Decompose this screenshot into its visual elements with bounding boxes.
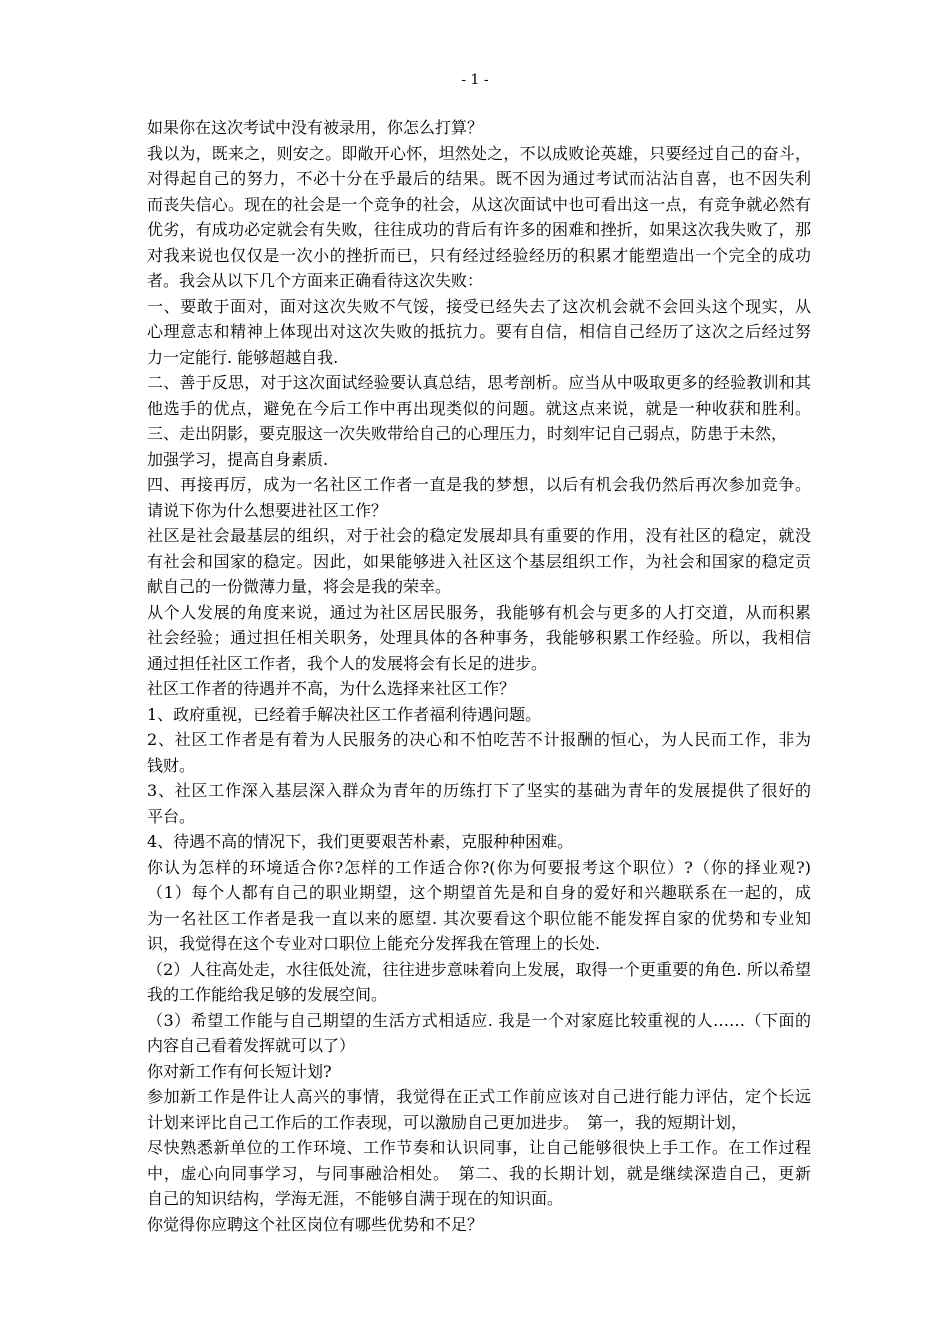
text-line: 力一定能行. 能够超越自我.	[147, 347, 339, 367]
text-line: 4、待遇不高的情况下，我们更要艰苦朴素，克服种种困难。	[147, 832, 574, 851]
text-line: 自己的知识结构，学海无涯，不能够自满于现在的知识面。	[147, 1189, 564, 1208]
document-body	[147, 115, 811, 1237]
text-line: 者。我会从以下几个方面来正确看待这次失败：	[147, 271, 484, 290]
text-line: 献自己的一份微薄力量，将会是我的荣幸。	[147, 577, 452, 596]
text-line: 中，虚心向同事学习，与同事融洽相处。 第二、我的长期计划，就是继续深造自己，更新	[147, 1163, 811, 1183]
text-line: 识，我觉得在这个专业对口职位上能充分发挥我在管理上的长处.	[147, 934, 601, 953]
text-line: 社会经验；通过担任相关职务，处理具体的各种事务，我能够积累工作经验。所以，我相信	[147, 628, 811, 647]
text-line: 二、善于反思，对于这次面试经验要认真总结，思考剖析。应当从中吸取更多的经验教训和其	[147, 373, 811, 392]
text-line: 社区工作者的待遇并不高，为什么选择来社区工作？	[147, 679, 516, 698]
text-line: 加强学习，提高自身素质.	[147, 449, 329, 469]
text-line: 四、再接再厉，成为一名社区工作者一直是我的梦想，以后有机会我仍然后再次参加竞争。	[147, 475, 811, 494]
text-line: 为一名社区工作者是我一直以来的愿望. 其次要看这个职位能不能发挥自家的优势和专业知	[147, 908, 811, 928]
text-line: 你觉得你应聘这个社区岗位有哪些优势和不足？	[147, 1214, 484, 1234]
text-line: 尽快熟悉新单位的工作环境、工作节奏和认识同事，让自己能够很快上手工作。在工作过程	[147, 1138, 811, 1157]
text-line: 我以为，既来之，则安之。即敞开心怀，坦然处之，不以成败论英雄，只要经过自己的奋斗，	[147, 143, 811, 163]
text-line: 有社会和国家的稳定。因此，如果能够进入社区这个基层组织工作，为社会和国家的稳定贡	[147, 551, 811, 571]
text-line: 社区是社会最基层的组织，对于社会的稳定发展却具有重要的作用，没有社区的稳定，就没	[147, 526, 811, 545]
text-line: 请说下你为什么想要进社区工作？	[147, 500, 388, 520]
text-line: （1）每个人都有自己的职业期望，这个期望首先是和自身的爱好和兴趣联系在一起的，成	[147, 883, 811, 902]
text-line: 他选手的优点，避免在今后工作中再出现类似的问题。就这点来说，就是一种收获和胜利。	[147, 398, 811, 418]
text-line: 内容自己看着发挥就可以了）	[147, 1036, 356, 1055]
text-line: 从个人发展的角度来说，通过为社区居民服务，我能够有机会与更多的人打交道，从而积累	[147, 602, 811, 622]
text-line: 通过担任社区工作者，我个人的发展将会有长足的进步。	[147, 653, 548, 673]
text-line: 2、社区工作者是有着为人民服务的决心和不怕吃苦不计报酬的恒心，为人民而工作，非为	[147, 730, 811, 749]
text-line: 如果你在这次考试中没有被录用，你怎么打算？	[147, 118, 484, 137]
text-line: 优劣，有成功必定就会有失败，往往成功的背后有许多的困难和挫折，如果这次我失败了，那	[147, 220, 811, 239]
text-line: 一、要敢于面对，面对这次失败不气馁，接受已经失去了这次机会就不会回头这个现实，从	[147, 296, 811, 316]
text-line: 你认为怎样的环境适合你?怎样的工作适合你?(你为何要报考这个职位）?（你的择业观?)	[147, 857, 811, 877]
text-line: 钱财。	[147, 755, 196, 775]
text-line: 1、政府重视，已经着手解决社区工作者福利待遇问题。	[147, 704, 542, 724]
page-number: - 1 -	[461, 72, 489, 88]
text-line: 计划来评比自己工作后的工作表现，可以激励自己更加进步。 第一，我的短期计划，	[147, 1112, 748, 1132]
text-line: 我的工作能给我足够的发展空间。	[147, 985, 388, 1004]
text-line: （3）希望工作能与自己期望的生活方式相适应. 我是一个对家庭比较重视的人……（下面的	[147, 1010, 811, 1030]
text-line: 参加新工作是件让人高兴的事情，我觉得在正式工作前应该对自己进行能力评估，定个长远	[147, 1087, 811, 1106]
text-line: 对我来说也仅仅是一次小的挫折而已，只有经过经验经历的积累才能塑造出一个完全的成功	[147, 245, 811, 265]
text-line: 而丧失信心。现在的社会是一个竞争的社会，从这次面试中也可看出这一点，有竞争就必然有	[147, 194, 811, 214]
text-line: 三、走出阴影，要克服这一次失败带给自己的心理压力，时刻牢记自己弱点，防患于未然，	[147, 424, 788, 443]
text-line: （2）人往高处走，水往低处流，往往进步意味着向上发展，取得一个更重要的角色. 所以希望	[147, 959, 811, 979]
text-line: 3、社区工作深入基层深入群众为青年的历练打下了坚实的基础为青年的发展提供了很好的	[147, 781, 811, 800]
text-line: 你对新工作有何长短计划?	[147, 1061, 332, 1081]
text-line: 对得起自己的努力，不必十分在乎最后的结果。既不因为通过考试而沾沾自喜，也不因失利	[147, 169, 811, 188]
text-line: 心理意志和精神上体现出对这次失败的抵抗力。要有自信，相信自己经历了这次之后经过努	[147, 322, 811, 341]
text-line: 平台。	[147, 806, 196, 826]
